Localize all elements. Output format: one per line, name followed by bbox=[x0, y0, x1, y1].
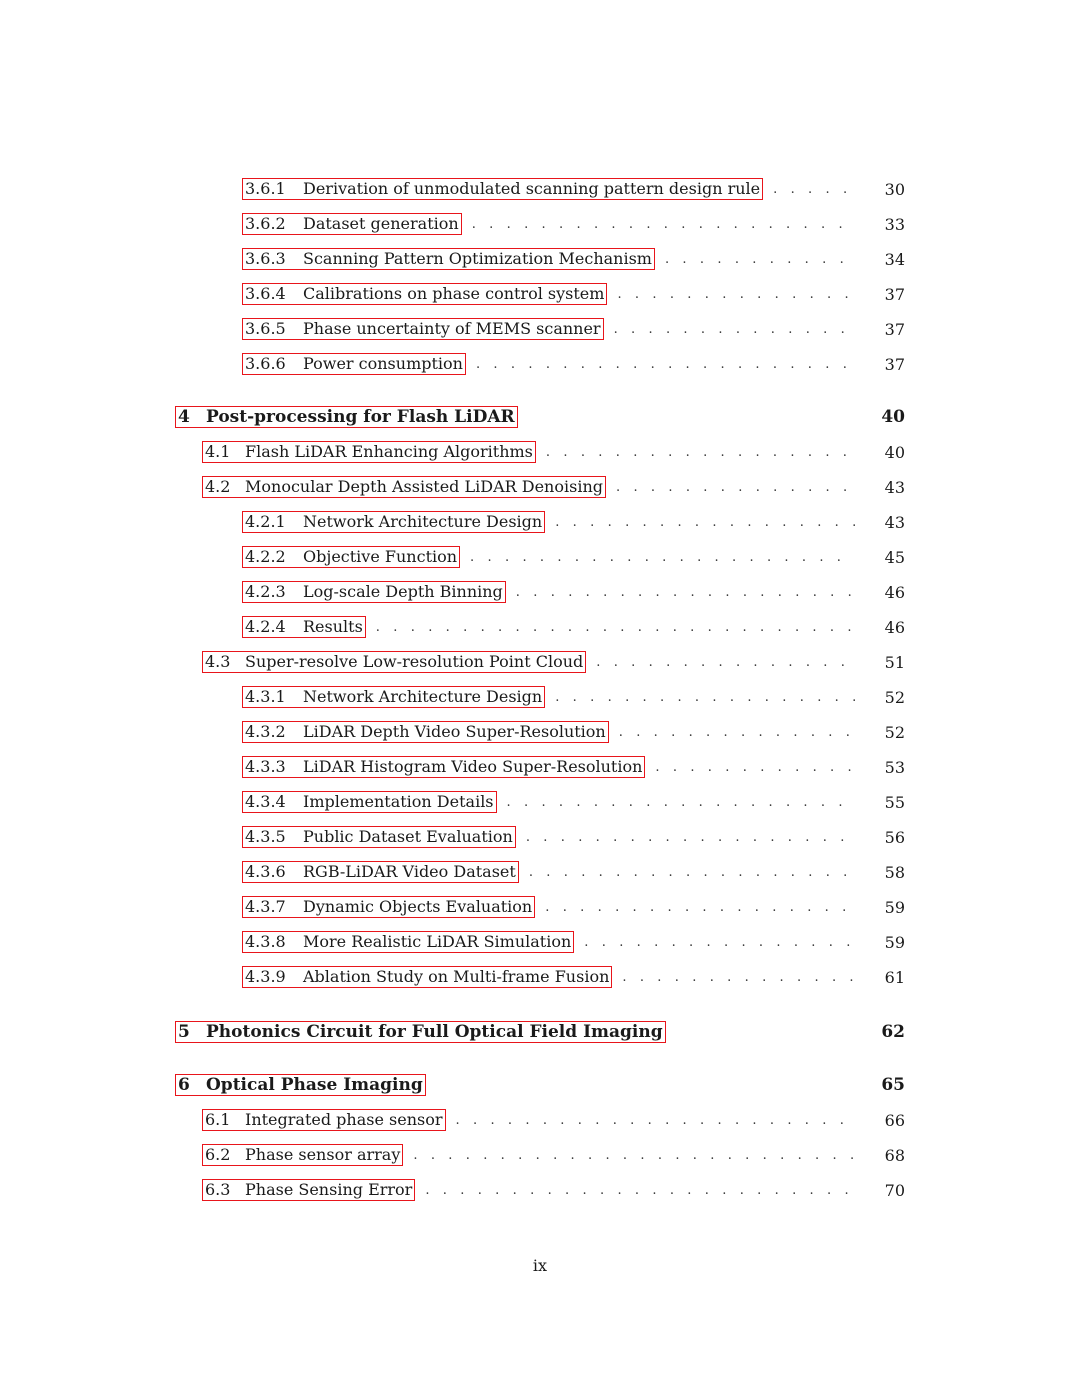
dot-leader bbox=[614, 322, 855, 337]
dot-leader bbox=[596, 655, 855, 670]
section-number: 4.1 bbox=[205, 442, 231, 461]
section-number: 4.3.3 bbox=[245, 757, 286, 776]
page-number: 37 bbox=[884, 319, 905, 339]
toc-entry bbox=[242, 212, 903, 236]
toc-link[interactable] bbox=[242, 616, 366, 638]
section-number: 4.2.2 bbox=[245, 547, 286, 566]
toc-link[interactable] bbox=[242, 248, 655, 270]
section-title: Implementation Details bbox=[303, 792, 494, 811]
section-number: 3.6.2 bbox=[245, 214, 286, 233]
toc-entry bbox=[202, 1178, 903, 1202]
toc-link[interactable] bbox=[242, 686, 545, 708]
section-number: 4.3.9 bbox=[245, 967, 286, 986]
toc-entry bbox=[242, 352, 903, 376]
section-number: 6.2 bbox=[205, 1145, 231, 1164]
section-number: 3.6.5 bbox=[245, 319, 286, 338]
toc-entry bbox=[175, 1073, 903, 1097]
toc-link[interactable] bbox=[242, 826, 516, 848]
section-title: Public Dataset Evaluation bbox=[303, 827, 513, 846]
section-title: Objective Function bbox=[303, 547, 458, 566]
page-number: 59 bbox=[884, 932, 905, 952]
page-number: 62 bbox=[881, 1022, 905, 1042]
section-title: Network Architecture Design bbox=[303, 512, 543, 531]
toc-link[interactable] bbox=[175, 1021, 666, 1043]
toc-entry bbox=[202, 1143, 903, 1167]
section-number: 4.2.4 bbox=[245, 617, 286, 636]
section-number: 6.1 bbox=[205, 1110, 231, 1129]
page-number: 46 bbox=[884, 617, 905, 637]
section-title: LiDAR Histogram Video Super-Resolution bbox=[303, 757, 643, 776]
toc-entry bbox=[242, 615, 903, 639]
toc-entry bbox=[242, 282, 903, 306]
toc-link[interactable] bbox=[242, 581, 506, 603]
section-title: Scanning Pattern Optimization Mechanism bbox=[303, 249, 652, 268]
toc-entry bbox=[242, 177, 903, 201]
toc-link[interactable] bbox=[202, 1144, 403, 1166]
section-number: 6.3 bbox=[205, 1180, 231, 1199]
toc-link[interactable] bbox=[242, 721, 609, 743]
section-number: 4.2.3 bbox=[245, 582, 286, 601]
toc-entry bbox=[202, 440, 903, 464]
toc-entry bbox=[242, 720, 903, 744]
toc-link[interactable] bbox=[202, 1109, 446, 1131]
toc-link[interactable] bbox=[242, 756, 645, 778]
dot-leader bbox=[526, 830, 855, 845]
toc-link[interactable] bbox=[242, 213, 462, 235]
page-number: 40 bbox=[881, 407, 905, 427]
section-title: Derivation of unmodulated scanning pattern design rule bbox=[303, 179, 761, 198]
toc-entry bbox=[202, 475, 903, 499]
dot-leader bbox=[472, 217, 855, 232]
section-title: Flash LiDAR Enhancing Algorithms bbox=[245, 442, 533, 461]
toc-link[interactable] bbox=[242, 931, 574, 953]
dot-leader bbox=[655, 760, 855, 775]
dot-leader bbox=[555, 690, 855, 705]
dot-leader bbox=[456, 1113, 855, 1128]
page-number: 66 bbox=[884, 1110, 905, 1130]
section-number: 4.3.5 bbox=[245, 827, 286, 846]
toc-entry bbox=[242, 545, 903, 569]
dot-leader bbox=[413, 1148, 855, 1163]
dot-leader bbox=[617, 287, 855, 302]
page-number: 68 bbox=[884, 1145, 905, 1165]
dot-leader bbox=[546, 445, 855, 460]
dot-leader bbox=[516, 585, 855, 600]
page-number: 51 bbox=[884, 652, 905, 672]
section-title: Power consumption bbox=[303, 354, 463, 373]
dot-leader bbox=[529, 865, 855, 880]
dot-leader bbox=[545, 900, 855, 915]
dot-leader bbox=[619, 725, 855, 740]
section-number: 3.6.6 bbox=[245, 354, 286, 373]
section-title: Phase Sensing Error bbox=[245, 1180, 413, 1199]
dot-leader bbox=[476, 357, 855, 372]
toc-entry bbox=[242, 317, 903, 341]
section-number: 4.3.6 bbox=[245, 862, 286, 881]
toc-link[interactable] bbox=[242, 966, 612, 988]
section-title: LiDAR Depth Video Super-Resolution bbox=[303, 722, 606, 741]
toc-entry bbox=[242, 247, 903, 271]
toc-entry bbox=[242, 930, 903, 954]
page-number: 52 bbox=[884, 687, 905, 707]
page-number: 45 bbox=[884, 547, 905, 567]
dot-leader bbox=[425, 1183, 855, 1198]
page-number: 61 bbox=[884, 967, 905, 987]
page-number: 34 bbox=[884, 249, 905, 269]
section-number: 5 bbox=[178, 1022, 190, 1042]
page-number: 43 bbox=[884, 477, 905, 497]
page-number: 40 bbox=[884, 442, 905, 462]
section-title: Super-resolve Low-resolution Point Cloud bbox=[245, 652, 584, 671]
toc-link[interactable] bbox=[242, 283, 607, 305]
page-number: 46 bbox=[884, 582, 905, 602]
toc-link[interactable] bbox=[202, 441, 536, 463]
toc-entry bbox=[175, 405, 903, 429]
page-number: 56 bbox=[884, 827, 905, 847]
toc-entry bbox=[242, 510, 903, 534]
page-number: 43 bbox=[884, 512, 905, 532]
section-number: 4.2 bbox=[205, 477, 231, 496]
dot-leader bbox=[616, 480, 855, 495]
section-title: Dataset generation bbox=[303, 214, 459, 233]
section-number: 4.2.1 bbox=[245, 512, 286, 531]
toc-entry bbox=[242, 825, 903, 849]
toc-link[interactable] bbox=[242, 353, 466, 375]
dot-leader bbox=[555, 515, 855, 530]
page-number: 52 bbox=[884, 722, 905, 742]
dot-leader bbox=[507, 795, 855, 810]
section-number: 4.3.8 bbox=[245, 932, 286, 951]
section-title: Ablation Study on Multi-frame Fusion bbox=[303, 967, 610, 986]
page-number: 70 bbox=[884, 1180, 905, 1200]
toc-entry bbox=[242, 755, 903, 779]
dot-leader bbox=[470, 550, 855, 565]
toc-link[interactable] bbox=[242, 896, 535, 918]
page-number-footer: ix bbox=[532, 1256, 548, 1275]
toc-link[interactable] bbox=[175, 1074, 426, 1096]
section-title: Monocular Depth Assisted LiDAR Denoising bbox=[245, 477, 603, 496]
section-title: More Realistic LiDAR Simulation bbox=[303, 932, 572, 951]
section-title: Integrated phase sensor bbox=[245, 1110, 443, 1129]
toc-link[interactable] bbox=[202, 651, 586, 673]
toc-link[interactable] bbox=[242, 318, 604, 340]
page-number: 55 bbox=[884, 792, 905, 812]
section-number: 4.3 bbox=[205, 652, 231, 671]
toc-link[interactable] bbox=[202, 1179, 415, 1201]
section-title: Phase sensor array bbox=[245, 1145, 401, 1164]
section-number: 3.6.3 bbox=[245, 249, 286, 268]
section-title: RGB-LiDAR Video Dataset bbox=[303, 862, 516, 881]
page-number: 30 bbox=[884, 179, 905, 199]
section-number: 3.6.4 bbox=[245, 284, 286, 303]
dot-leader bbox=[773, 182, 855, 197]
toc-entry bbox=[242, 860, 903, 884]
section-title: Optical Phase Imaging bbox=[206, 1075, 423, 1095]
toc-entry bbox=[242, 580, 903, 604]
dot-leader bbox=[376, 620, 855, 635]
section-title: Post-processing for Flash LiDAR bbox=[206, 407, 515, 427]
section-number: 4.3.7 bbox=[245, 897, 286, 916]
section-number: 6 bbox=[178, 1075, 190, 1095]
toc-link[interactable] bbox=[242, 861, 519, 883]
section-title: Network Architecture Design bbox=[303, 687, 543, 706]
section-number: 4 bbox=[178, 407, 190, 427]
page-number: 33 bbox=[884, 214, 905, 234]
toc-entry bbox=[242, 895, 903, 919]
toc-link[interactable] bbox=[242, 511, 545, 533]
toc-link[interactable] bbox=[242, 546, 460, 568]
dot-leader bbox=[665, 252, 855, 267]
toc-link[interactable] bbox=[242, 791, 497, 813]
toc-entry bbox=[175, 1020, 903, 1044]
page-number: 37 bbox=[884, 354, 905, 374]
section-title: Photonics Circuit for Full Optical Field Imaging bbox=[206, 1022, 663, 1042]
toc-entry bbox=[242, 790, 903, 814]
section-number: 4.3.2 bbox=[245, 722, 286, 741]
section-title: Phase uncertainty of MEMS scanner bbox=[303, 319, 601, 338]
page-number: 37 bbox=[884, 284, 905, 304]
section-number: 3.6.1 bbox=[245, 179, 286, 198]
page-number: 59 bbox=[884, 897, 905, 917]
toc-link[interactable] bbox=[242, 178, 763, 200]
dot-leader bbox=[584, 935, 855, 950]
section-title: Calibrations on phase control system bbox=[303, 284, 605, 303]
section-number: 4.3.4 bbox=[245, 792, 286, 811]
toc-link[interactable] bbox=[175, 406, 518, 428]
section-number: 4.3.1 bbox=[245, 687, 286, 706]
toc-entry bbox=[202, 650, 903, 674]
toc-entry bbox=[242, 965, 903, 989]
page-number: 53 bbox=[884, 757, 905, 777]
section-title: Results bbox=[303, 617, 363, 636]
toc-entry bbox=[202, 1108, 903, 1132]
toc-link[interactable] bbox=[202, 476, 606, 498]
page-number: 58 bbox=[884, 862, 905, 882]
section-title: Dynamic Objects Evaluation bbox=[303, 897, 533, 916]
toc-entry bbox=[242, 685, 903, 709]
section-title: Log-scale Depth Binning bbox=[303, 582, 503, 601]
dot-leader bbox=[622, 970, 855, 985]
page-number: 65 bbox=[881, 1075, 905, 1095]
